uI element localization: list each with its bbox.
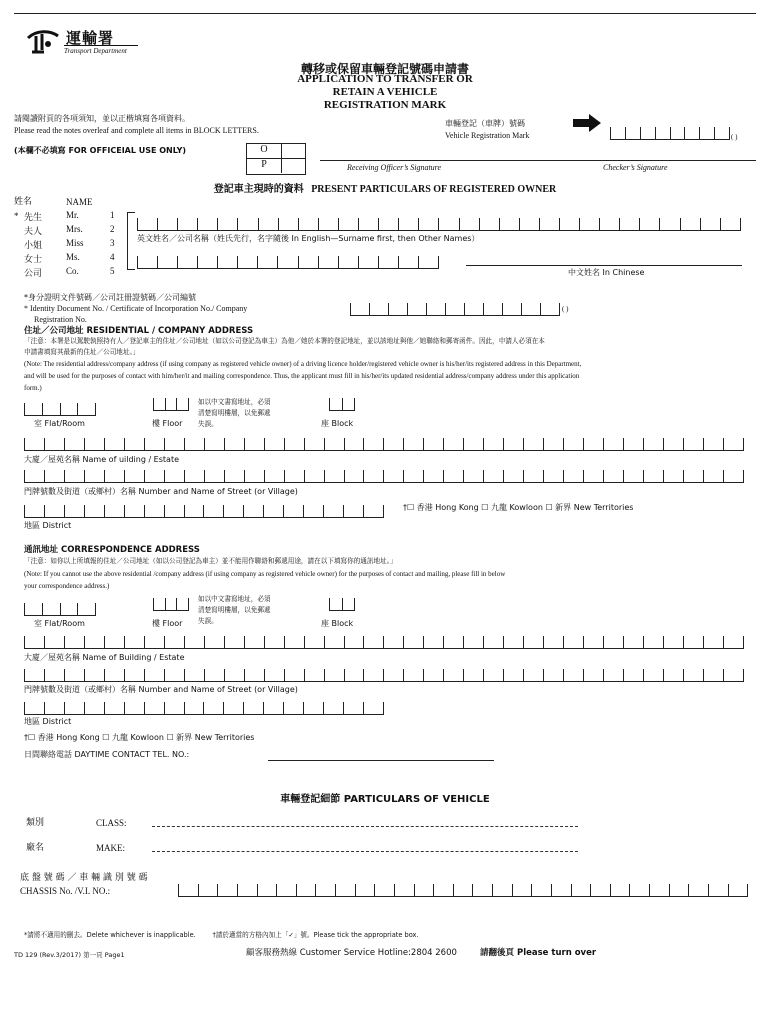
name-label-zh: 姓名	[14, 197, 33, 207]
arrow-right-icon	[573, 114, 601, 137]
corr-region-options[interactable]: †☐ 香港 Hong Kong ☐ 九龍 Kowloon ☐ 新界 New Territories	[24, 733, 255, 742]
english-name-label: 英文姓名／公司名稱（姓氏先行，名字隨後 In English—Surname first, then Other Names）	[137, 234, 480, 243]
make-field[interactable]	[152, 851, 578, 852]
office-p: P	[247, 159, 282, 173]
residential-note-zh-1: 「注意：本署是以駕駛執照持有人／登記車主的住址／公司地址（如以公司登記為車主）為他／她於本署的登記地址，並以該地址與他／她聯絡和郵寄函件。因此，申請人必須在本	[24, 337, 545, 345]
english-name-row-1[interactable]	[137, 218, 741, 231]
chinese-name-line[interactable]	[466, 265, 742, 266]
turn-over: 請翻後頁 Please turn over	[480, 948, 597, 958]
corr-note-en-1: (Note: If you cannot use the above residential /company address (if using company as registered vehicle owner) for the purposes of contact and mailing, please fill in below	[24, 570, 506, 578]
corr-cn-note: 如以中文書寫地址，必須 清楚寫明樓層，以免郵遞 失誤。	[198, 595, 271, 625]
res-flat-boxes[interactable]	[24, 403, 96, 416]
name-label-en: NAME	[66, 197, 93, 207]
owner-heading-zh: 登記車主現時的資料	[213, 184, 304, 195]
correspondence-heading: 通訊地址 CORRESPONDENCE ADDRESS	[24, 545, 200, 555]
res-block-label: 座 Block	[321, 419, 354, 428]
id-label-en-1: * Identity Document No. / Certificate of Incorporation No./ Company	[24, 304, 248, 313]
reg-mark-label-en: Vehicle Registration Mark	[445, 131, 530, 140]
logo-en: Transport Department	[64, 45, 138, 55]
res-district-label: 地區 District	[24, 521, 72, 530]
res-floor-boxes[interactable]	[153, 398, 189, 411]
office-op-box	[246, 143, 306, 175]
corr-building-boxes[interactable]	[24, 636, 744, 649]
class-label-zh: 類別	[26, 818, 45, 828]
res-cn-note: 如以中文書寫地址，必須 清楚寫明樓層，以免郵遞 失誤。	[198, 398, 271, 428]
daytime-tel-label: 日間聯絡電話 DAYTIME CONTACT TEL. NO.:	[24, 750, 190, 759]
reg-mark-boxes[interactable]	[610, 127, 730, 140]
office-use-label: (本欄不必填寫 FOR OFFICEIAL USE ONLY)	[14, 146, 187, 155]
intro-en: Please read the notes overleaf and complete all items in BLOCK LETTERS.	[14, 126, 259, 135]
title-en-2: RETAIN A VEHICLE	[332, 86, 438, 98]
chassis-label-zh: 底 盤 號 碼 ／ 車 輛 識 別 號 碼	[20, 873, 148, 883]
corr-district-label: 地區 District	[24, 717, 72, 726]
make-label-en: MAKE:	[96, 843, 125, 853]
td-logo	[22, 26, 62, 61]
title-bracket	[127, 212, 135, 270]
res-building-boxes[interactable]	[24, 438, 744, 451]
title-option[interactable]: 小姐 Miss 3	[24, 238, 115, 251]
top-rule	[14, 13, 756, 14]
form-number: TD 129 (Rev.3/2017) 第一頁 Page1	[14, 951, 125, 959]
title-en-1: APPLICATION TO TRANSFER OR	[297, 73, 473, 85]
customer-hotline: 顧客服務熱線 Customer Service Hotline:2804 2600	[246, 948, 457, 958]
res-building-label: 大廈／屋苑名稱 Name of uilding / Estate	[24, 455, 180, 464]
reg-mark-label-zh: 車輛登記（車牌）號碼	[445, 119, 525, 128]
daytime-tel-line[interactable]	[268, 760, 494, 761]
office-o: O	[247, 144, 282, 159]
title-en-3: REGISTRATION MARK	[323, 99, 447, 111]
corr-building-label: 大廈／屋苑名稱 Name of Building / Estate	[24, 653, 185, 662]
corr-block-label: 座 Block	[321, 619, 354, 628]
corr-flat-boxes[interactable]	[24, 603, 96, 616]
owner-heading-en: PRESENT PARTICULARS OF REGISTERED OWNER	[311, 184, 557, 195]
class-label-en: CLASS:	[96, 818, 127, 828]
title-options	[24, 210, 115, 280]
id-paren: ( )	[562, 305, 569, 313]
title-option[interactable]: 公司 Co. 5	[24, 266, 115, 279]
title-option[interactable]: 夫人 Mrs. 2	[24, 224, 115, 237]
residential-note-en-3: form.)	[24, 384, 42, 392]
corr-block-boxes[interactable]	[329, 598, 355, 611]
corr-note-zh: 「注意：如你以上所填報的住址／公司地址（如以公司登記為車主）並不能用作聯絡和郵遞用途，請在以下填寫你的通訊地址。」	[24, 557, 397, 565]
vehicle-heading: 車輛登記細節 PARTICULARS OF VEHICLE	[280, 794, 490, 805]
corr-floor-boxes[interactable]	[153, 598, 189, 611]
logo-zh: 運輸署	[66, 29, 115, 47]
residential-note-zh-2: 申請書填寫其最新的住址／公司地址。」	[24, 348, 140, 356]
res-district-boxes[interactable]	[24, 505, 384, 518]
residential-note-en-1: (Note: The residential address/company address (if using company as registered vehicle owner) of a driving licence holder/registered vehicle owner is his/her/its registered address in this Department,	[24, 360, 582, 368]
title-zh: 轉移或保留車輛登記號碼申請書	[300, 62, 469, 76]
residential-note-en-2: and will be used for the purposes of contact with him/her/it and mailing correspondence. Thus, the applicant must fill in his/her/its updated residential address/company address under this application	[24, 372, 580, 380]
checker-signature: Checker’s Signature	[603, 163, 668, 172]
res-flat-label: 室 Flat/Room	[34, 419, 85, 428]
title-option[interactable]: 女士 Ms. 4	[24, 252, 115, 265]
receiving-officer-signature: Receiving Officer’s Signature	[347, 163, 442, 172]
id-label-zh: *身分證明文件號碼／公司註冊證號碼／公司編號	[24, 293, 196, 302]
corr-district-boxes[interactable]	[24, 702, 384, 715]
signature-line	[320, 160, 756, 161]
residential-heading: 住址／公司地址 RESIDENTIAL / COMPANY ADDRESS	[24, 326, 254, 336]
td-logo-icon	[22, 26, 62, 56]
corr-street-label: 門牌號數及街道（或鄉村）名稱 Number and Name of Street (or Village)	[24, 685, 298, 694]
corr-floor-label: 樓 Floor	[152, 619, 183, 628]
title-star: *	[14, 211, 19, 221]
footer-note: *請將不適用的刪去。Delete whichever is inapplicable. †請於適當的方格內加上「✓」號。Please tick the appropriate box.	[24, 931, 419, 939]
english-name-row-2[interactable]	[137, 256, 439, 269]
class-field[interactable]	[152, 826, 578, 827]
res-block-boxes[interactable]	[329, 398, 355, 411]
corr-street-boxes[interactable]	[24, 669, 744, 682]
id-number-boxes[interactable]	[350, 303, 560, 316]
corr-note-en-2: your correspondence address.)	[24, 582, 110, 590]
make-label-zh: 廠名	[26, 843, 45, 853]
corr-flat-label: 室 Flat/Room	[34, 619, 85, 628]
chinese-name-label: 中文姓名 In Chinese	[568, 268, 645, 277]
reg-mark-paren: ( )	[731, 133, 738, 141]
res-floor-label: 樓 Floor	[152, 419, 183, 428]
chassis-label-en: CHASSIS No. /V.I. NO.:	[20, 886, 111, 896]
intro-zh: 請閱讀附頁的各項須知，並以正楷填寫各項資料。	[14, 114, 190, 123]
res-region-options[interactable]: †☐ 香港 Hong Kong ☐ 九龍 Kowloon ☐ 新界 New Territories	[403, 503, 634, 512]
res-street-label: 門牌號數及街道（或鄉村）名稱 Number and Name of Street (or Village)	[24, 487, 298, 496]
owner-heading	[0, 180, 770, 195]
res-street-boxes[interactable]	[24, 470, 744, 483]
chassis-boxes[interactable]	[178, 884, 748, 897]
id-label-en-2: Registration No.	[34, 315, 87, 324]
title-option[interactable]: 先生 Mr. 1	[24, 210, 115, 223]
